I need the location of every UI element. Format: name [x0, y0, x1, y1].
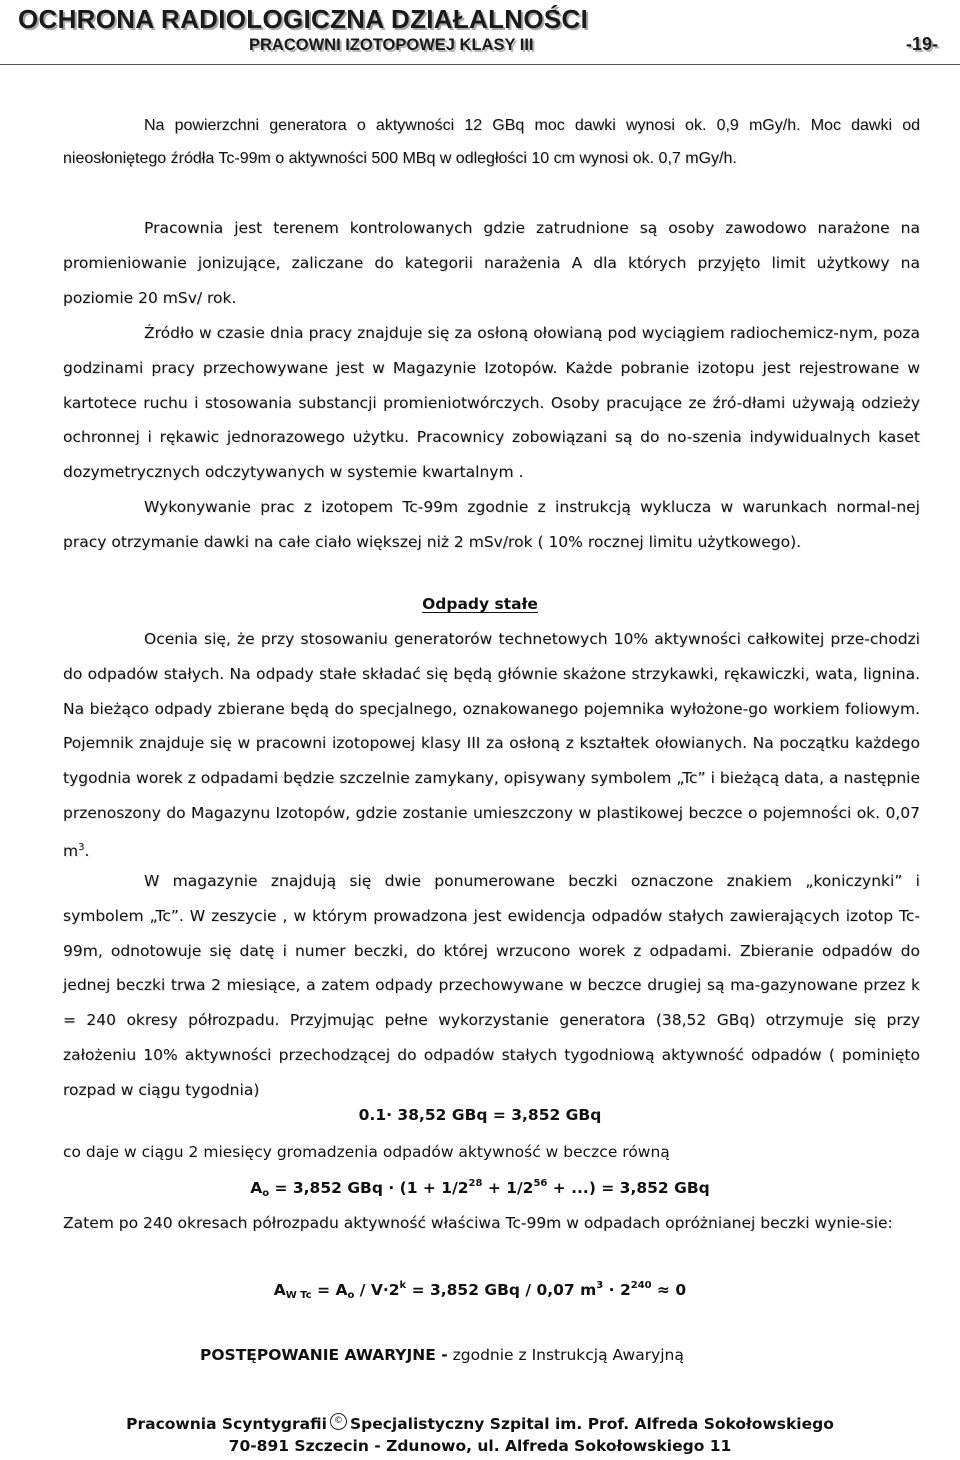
paragraph-text: W magazynie znajdują się dwie ponumerowane beczki oznaczone znakiem „koniczynki” i symbolem „Tc”. W zeszycie , w którym prowadzona jest ewidencja odpadów stałych zawierających izotop Tc-99m, odnotowuje się datę i numer beczki, do której wrzucono worek z odpadami. Zbieranie odpadów do jednej beczki trwa 2 miesiące, a zatem odpady przechowywane w beczce drugiej są ma-gazynowane przez k = 240 okresy półrozpadu. Przyjmując pełne wykorzystanie generatora (38,52 GBq) otrzymuje się przy założeniu 10% aktywności przechodzącej do odpadów stałych tygodniową aktywność odpadów ( pominięto rozpad w ciągu tygodnia) [63, 872, 920, 1099]
document-title: OCHRONA RADIOLOGICZNA DZIAŁALNOŚCI [18, 4, 589, 34]
paragraph-dose-limit [63, 490, 920, 560]
formula-specific-activity [0, 1280, 960, 1301]
emergency-text: zgodnie z Instrukcją Awaryjną [447, 1346, 684, 1364]
formula-part: = A [311, 1281, 348, 1299]
header-rule [0, 64, 960, 65]
superscript: k [399, 1280, 407, 1291]
formula-part: + ...) = 3,852 GBq [547, 1179, 710, 1197]
paragraph-specific-activity [63, 1206, 920, 1241]
footer-line-1 [0, 1413, 960, 1433]
formula-part: = 3,852 GBq / 0,07 m [406, 1281, 597, 1299]
paragraph-text: Na powierzchni generatora o aktywności 12 GBq moc dawki wynosi ok. 0,9 mGy/h. Moc dawki od nieosłoniętego źródła Tc-99m o aktywności 500 MBq w odległości 10 cm wynosi ok. 0,7 mGy/h. [63, 117, 920, 167]
footer-hospital-name: Specjalistyczny Szpital im. Prof. Alfreda Sokołowskiego [349, 1415, 834, 1433]
paragraph-source-storage [63, 316, 920, 490]
formula-part: 2 [614, 1281, 631, 1299]
paragraph-text [63, 622, 920, 869]
paragraph-solid-waste [63, 622, 920, 869]
emergency-procedure-line [200, 1346, 684, 1364]
formula-part: + 1/2 [482, 1179, 534, 1197]
formula-part: / V [354, 1281, 383, 1299]
superscript: 240 [630, 1280, 652, 1291]
formula-part: A [250, 1179, 263, 1197]
footer-lab-name: Pracownia Scyntygrafii [126, 1415, 327, 1433]
paragraph-waste-storage [63, 864, 920, 1108]
text-line: co daje w ciągu 2 miesięcy gromadzenia odpadów aktywność w beczce równą [63, 1143, 670, 1161]
copyright-icon: © [330, 1413, 347, 1430]
formula-accumulated-activity [0, 1178, 960, 1199]
section-heading: Odpady stałe [422, 595, 538, 613]
formula-part: A [273, 1281, 286, 1299]
footer-address: 70-891 Szczecin - Zdunowo, ul. Alfreda Sokołowskiego 11 [228, 1437, 732, 1455]
multiply-dot: · [386, 1106, 393, 1124]
document-subtitle: PRACOWNI IZOTOPOWEJ KLASY III [249, 36, 534, 54]
subscript: o [262, 1188, 270, 1199]
approx-symbol: ≈ [651, 1281, 676, 1299]
page-number: -19- [905, 34, 938, 54]
paragraph-text: Wykonywanie prac z izotopem Tc-99m zgodnie z instrukcją wyklucza w warunkach normal-nej pracy otrzymanie dawki na całe ciało większej niż 2 mSv/rok ( 10% rocznej limitu użytkowego). [63, 498, 920, 551]
formula-part: 2 [388, 1281, 400, 1299]
formula-part: (1 + 1/2 [394, 1179, 469, 1197]
paragraph-dose-rate [63, 110, 920, 175]
multiply-dot: · [608, 1281, 615, 1299]
superscript: 28 [468, 1178, 483, 1189]
formula-weekly-activity [0, 1106, 960, 1124]
emergency-heading: POSTĘPOWANIE AWARYJNE - [200, 1346, 448, 1364]
superscript: 56 [533, 1178, 548, 1189]
paragraph-text: Źródło w czasie dnia pracy znajduje się za osłoną ołowianą pod wyciągiem radiochemicz-nym, poza godzinami pracy przechowywane jest w Magazynie Izotopów. Każde pobranie izotopu jest rejestrowane w kartotece ruchu i stosowania substancji promieniotwórczych. Osoby pracujące ze źró-dłami używają odzieży ochronnej i rękawic jednorazowego użytku. Pracownicy zobowiązani są do no-szenia indywidualnych kaset dozymetrycznych odczytywanych w systemie kwartalnym . [63, 324, 920, 482]
formula-part: 38,52 GBq = 3,852 GBq [392, 1106, 602, 1124]
formula-part: = 3,852 GBq [269, 1179, 389, 1197]
superscript: 3 [78, 841, 85, 853]
superscript: 3 [596, 1280, 604, 1291]
paragraph-text-end: . [84, 841, 90, 860]
multiply-dot: · [388, 1179, 395, 1197]
multiply-dot: · [382, 1281, 389, 1299]
subscript: o [347, 1290, 355, 1301]
formula-part: 0.1 [358, 1106, 387, 1124]
formula-part: 0 [675, 1281, 687, 1299]
paragraph-text-main: Ocenia się, że przy stosowaniu generatorów technetowych 10% aktywności całkowitej prze-chodzi do odpadów stałych. Na odpady stałe składać się będą głównie skażone strzykawki, rękawiczki, wata, lignina. Na bieżąco odpady zbierane będą do specjalnego, oznakowanego pojemnika wyłożone-go workiem foliowym. Pojemnik znajduje się w pracowni izotopowej klasy III za osłoną z kształtek ołowianych. Na początku każdego tygodnia worek z odpadami będzie szczelnie zamykany, opisywany symbolem „Tc” i bieżącą data, a następnie przenoszony do Magazynu Izotopów, gdzie zostanie umieszczony w plastikowej beczce o pojemności ok. 0,07 m [63, 630, 920, 860]
subscript: W Tc [285, 1290, 312, 1301]
paragraph-text: Zatem po 240 okresach półrozpadu aktywność właściwa Tc-99m w odpadach opróżnianej beczki wynie-sie: [63, 1214, 893, 1232]
paragraph-text: Pracownia jest terenem kontrolowanych gdzie zatrudnione są osoby zawodowo narażone na promieniowanie jonizujące, zaliczane do kategorii narażenia A dla których przyjęto limit użytkowy na poziomie 20 mSv/ rok. [63, 219, 920, 307]
paragraph-controlled-area [63, 211, 920, 315]
